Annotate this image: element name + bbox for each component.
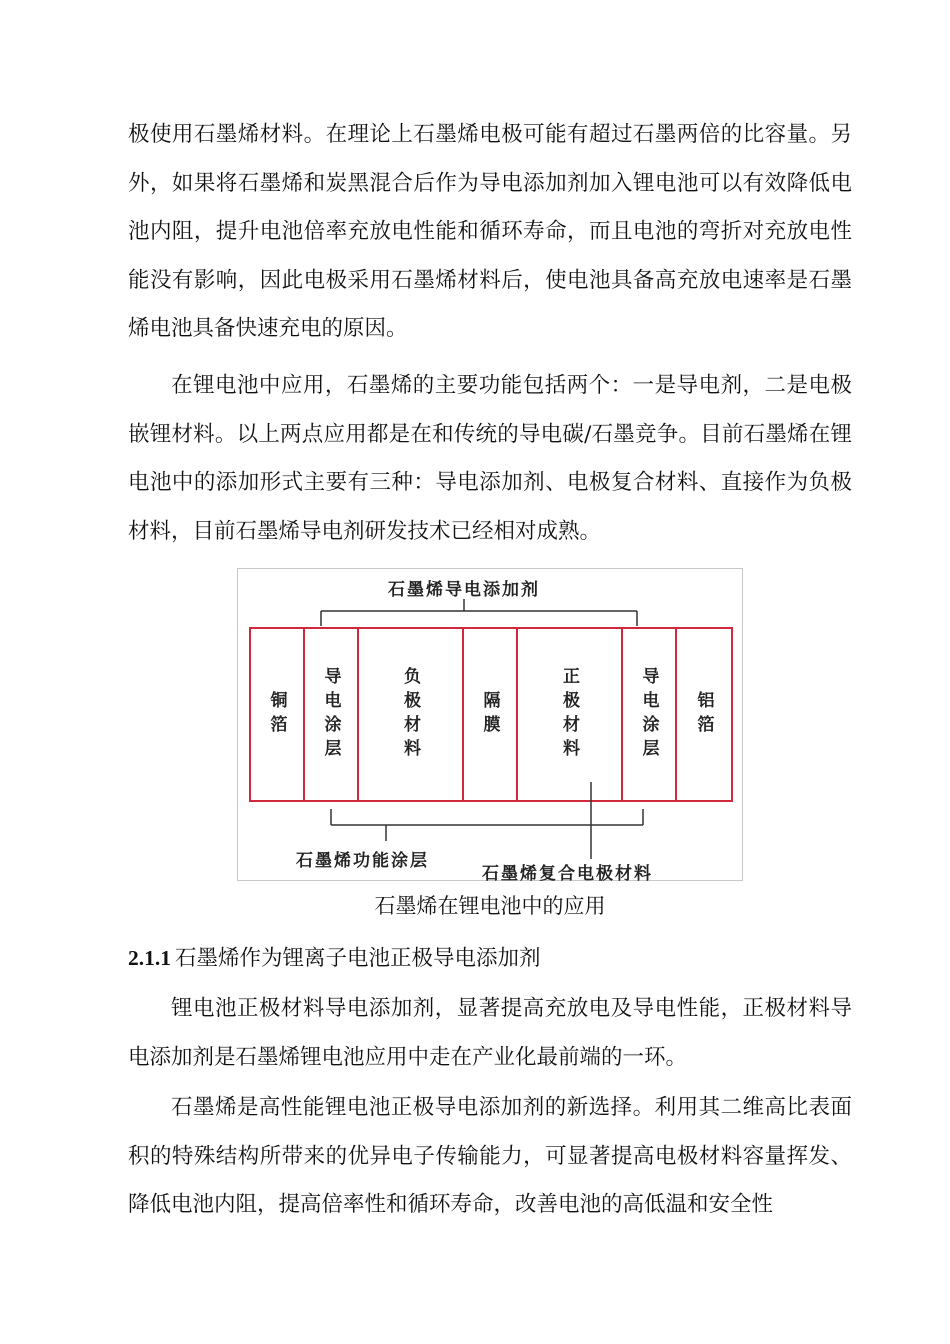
layer-conductive-coating-cathode <box>622 628 676 801</box>
paragraph: 极使用石墨烯材料。在理论上石墨烯电极可能有超过石墨两倍的比容量。另外，如果将石墨烯和炭黑混合后作为导电添加剂加入锂电池可以有效降低电池内阻，提升电池倍率充放电性能和循环寿命，而且电池的弯折对充放电性能没有影响，因此电极采用石墨烯材料后，使电池具备高充放电速率是石墨烯电池具备快速充电的原因。 <box>128 122 852 341</box>
battery-structure-figure <box>237 568 743 884</box>
composite-label: 石墨烯复合电极材料 <box>482 864 653 884</box>
section-title: 石墨烯作为锂离子电池正极导电添加剂 <box>175 946 541 971</box>
section-number: 2.1.1 <box>128 946 171 970</box>
layer-anode-material <box>358 628 463 801</box>
section-heading <box>128 938 541 979</box>
paragraph: 在锂电池中应用，石墨烯的主要功能包括两个：一是导电剂，二是电极嵌锂材料。以上两点应用都是在和传统的导电碳/石墨竞争。目前石墨烯在锂电池中的添加形式主要有三种：导电添加剂、电极复合材料、直接作为负极材料，目前石墨烯导电剂研发技术已经相对成熟。 <box>128 373 852 544</box>
coating-label: 石墨烯功能涂层 <box>296 851 429 871</box>
layer-label: 负极材料 <box>400 666 420 763</box>
layer-label: 铜箔 <box>266 690 287 739</box>
layer-label: 隔膜 <box>479 690 500 739</box>
layer-aluminum-foil <box>676 628 732 801</box>
layer-cathode-material <box>517 628 622 801</box>
figure-title-label: 石墨烯导电添加剂 <box>388 580 540 600</box>
layer-label: 正极材料 <box>559 666 579 763</box>
layer-label: 导电涂层 <box>320 666 341 763</box>
layer-copper-foil <box>250 628 304 801</box>
layer-label: 铝箔 <box>693 690 714 739</box>
layer-label: 导电涂层 <box>638 666 659 763</box>
paragraph: 锂电池正极材料导电添加剂，显著提高充放电及导电性能，正极材料导电添加剂是石墨烯锂电池应用中走在产业化最前端的一环。 <box>128 996 852 1070</box>
paragraph: 石墨烯是高性能锂电池正极导电添加剂的新选择。利用其二维高比表面积的特殊结构所带来的优异电子传输能力，可显著提高电极材料容量挥发、降低电池内阻，提高倍率性和循环寿命，改善电池的高低温和安全性 <box>128 1095 852 1217</box>
layer-separator <box>463 628 517 801</box>
figure-caption: 石墨烯在锂电池中的应用 <box>374 894 606 918</box>
layer-conductive-coating-anode <box>304 628 358 801</box>
